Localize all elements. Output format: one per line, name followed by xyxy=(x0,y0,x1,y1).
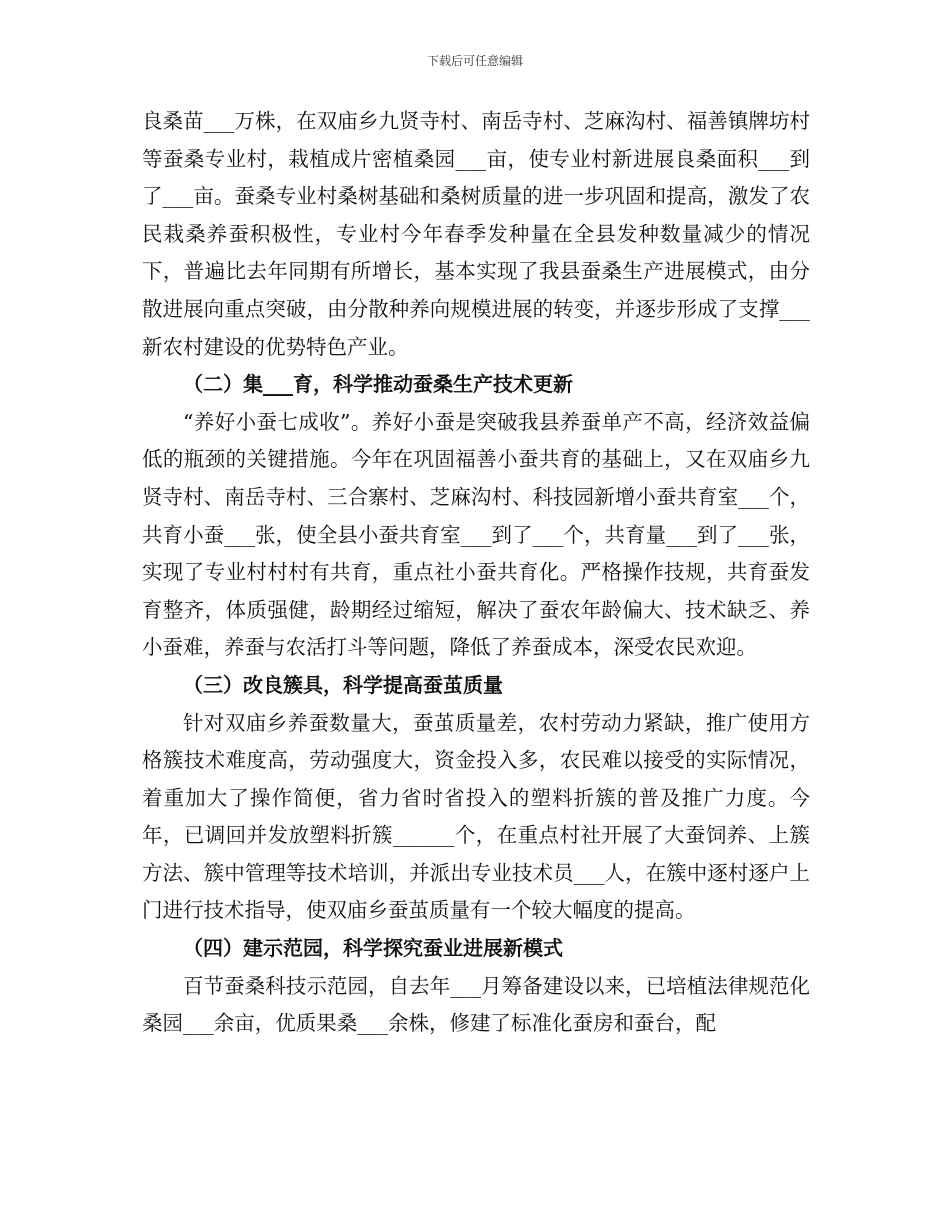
section-heading-4: （四）建示范园，科学探究蚕业进展新模式 xyxy=(183,936,563,961)
document-body xyxy=(142,103,810,1043)
paragraph-mulberry-seedlings: 良桑苗___万株，在双庙乡九贤寺村、南岳寺村、芝麻沟村、福善镇牌坊村等蚕桑专业村，栽植成片密植桑园___亩，使专业村新进展良桑面积___到了___亩。蚕桑专业村桑树基础和桑树质量的进一步巩固和提高，激发了农民栽桑养蚕积极性，专业村今年春季发种量在全县发种数量减少的情况下，普遍比去年同期有所增长，基本实现了我县蚕桑生产进展模式，由分散进展向重点突破，由分散种养向规模进展的转变，并逐步形成了支撑___新农村建设的优势特色产业。 xyxy=(142,109,810,359)
paragraph-demonstration-park: 百节蚕桑科技示范园，自去年___月筹备建设以来，已培植法律规范化桑园___余亩，优质果桑___余株，修建了标准化蚕房和蚕台，配 xyxy=(142,973,810,1036)
page-header: 下载后可任意编辑 xyxy=(426,54,523,68)
paragraph-cocooning-frames: 针对双庙乡养蚕数量大，蚕茧质量差，农村劳动力紧缺，推广使用方格簇技术难度高，劳动强度大，资金投入多，农民难以接受的实际情况，着重加大了操作简便，省力省时省投入的塑料折簇的普及推广力度。今年，已调回并发放塑料折簇______个，在重点村社开展了大蚕饲养、上簇方法、簇中管理等技术培训，并派出专业技术员___人，在簇中逐村逐户上门进行技术指导，使双庙乡蚕茧质量有一个较大幅度的提高。 xyxy=(142,710,810,923)
section-heading-2: （二）集___育，科学推动蚕桑生产技术更新 xyxy=(183,372,573,397)
section-heading-3: （三）改良簇具，科学提高蚕茧质量 xyxy=(183,672,503,697)
paragraph-young-silkworm-rearing: “养好小蚕七成收”。养好小蚕是突破我县养蚕单产不高，经济效益偏低的瓶颈的关键措施。今年在巩固福善小蚕共育的基础上，又在双庙乡九贤寺村、南岳寺村、三合寨村、芝麻沟村、科技园新增小蚕共育室___个，共育小蚕___张，使全县小蚕共育室___到了___个，共育量___到了___张，实现了专业村村村有共育，重点社小蚕共育化。严格操作技规，共育蚕发育整齐，体质强健，龄期经过缩短，解决了蚕农年龄偏大、技术缺乏、养小蚕难，养蚕与农活打斗等问题，降低了养蚕成本，深受农民欢迎。 xyxy=(142,409,810,660)
